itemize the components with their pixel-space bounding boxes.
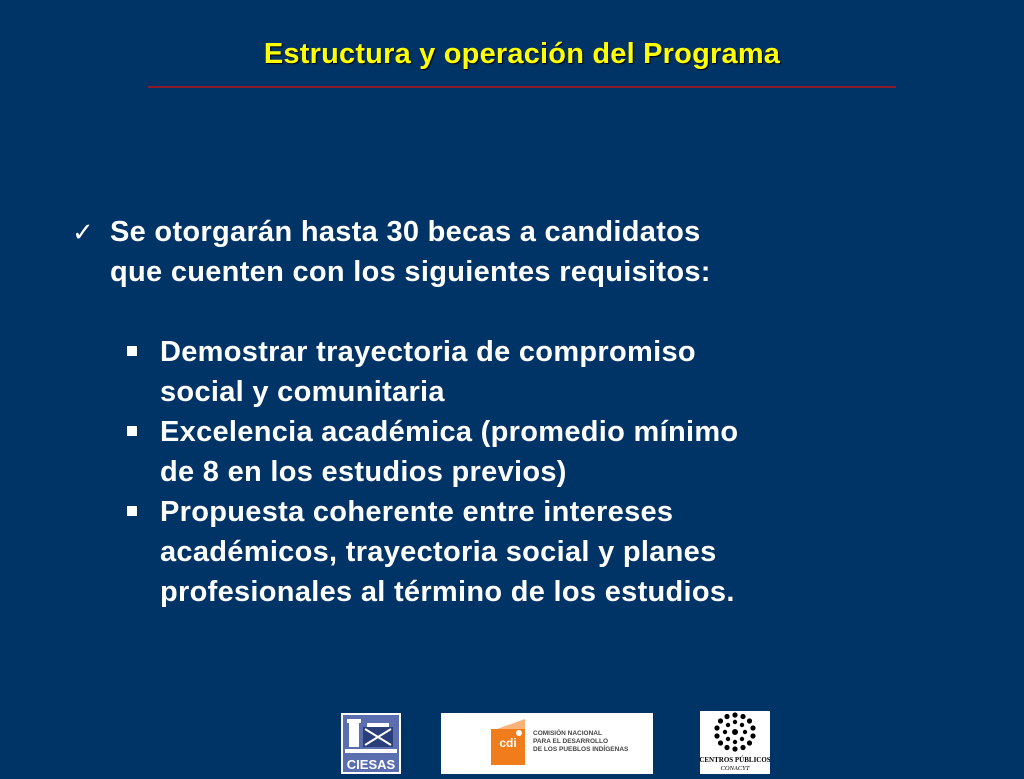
ciesas-emblem-icon	[341, 713, 401, 774]
square-bullet-icon	[127, 426, 137, 436]
centros-publicos-emblem-icon	[700, 711, 770, 774]
cdi-mark-text: cdi	[499, 736, 517, 750]
centros-publicos-logo	[700, 711, 770, 774]
cdi-line-1: COMISIÓN NACIONAL	[533, 730, 602, 737]
cdi-line-2: PARA EL DESARROLLO	[533, 738, 608, 745]
square-bullet-icon	[127, 506, 137, 516]
requirement-line: de 8 en los estudios previos)	[160, 456, 567, 488]
lead-line: que cuenten con los siguientes requisitos:	[110, 256, 711, 288]
requirement-line: profesionales al término de los estudios.	[160, 576, 735, 608]
requirement-item	[72, 492, 952, 612]
slide-title: Estructura y operación del Programa	[263, 38, 781, 70]
cdi-emblem-icon	[441, 713, 653, 774]
lead-bullet	[72, 212, 952, 292]
square-bullet-icon	[127, 346, 137, 356]
ciesas-logo	[341, 713, 401, 774]
cdi-line-3: DE LOS PUEBLOS INDÍGENAS	[533, 746, 629, 753]
title-divider	[148, 86, 896, 88]
centros-publicos-line-2: CONACYT	[720, 765, 750, 772]
requirement-line: Excelencia académica (promedio mínimo	[160, 416, 739, 448]
requirement-line: social y comunitaria	[160, 376, 445, 408]
requirement-item	[72, 412, 952, 492]
ciesas-logo-text: CIESAS	[346, 757, 396, 772]
checkmark-icon: ✓	[72, 217, 95, 247]
requirement-line: académicos, trayectoria social y planes	[160, 536, 717, 568]
cdi-logo	[441, 713, 653, 774]
centros-publicos-line-1: CENTROS PÚBLICOS	[700, 756, 770, 764]
lead-line: Se otorgarán hasta 30 becas a candidatos	[110, 216, 701, 248]
slide-body	[72, 212, 952, 612]
requirement-line: Propuesta coherente entre intereses	[160, 496, 674, 528]
requirement-line: Demostrar trayectoria de compromiso	[160, 336, 696, 368]
requirement-item	[72, 332, 952, 412]
